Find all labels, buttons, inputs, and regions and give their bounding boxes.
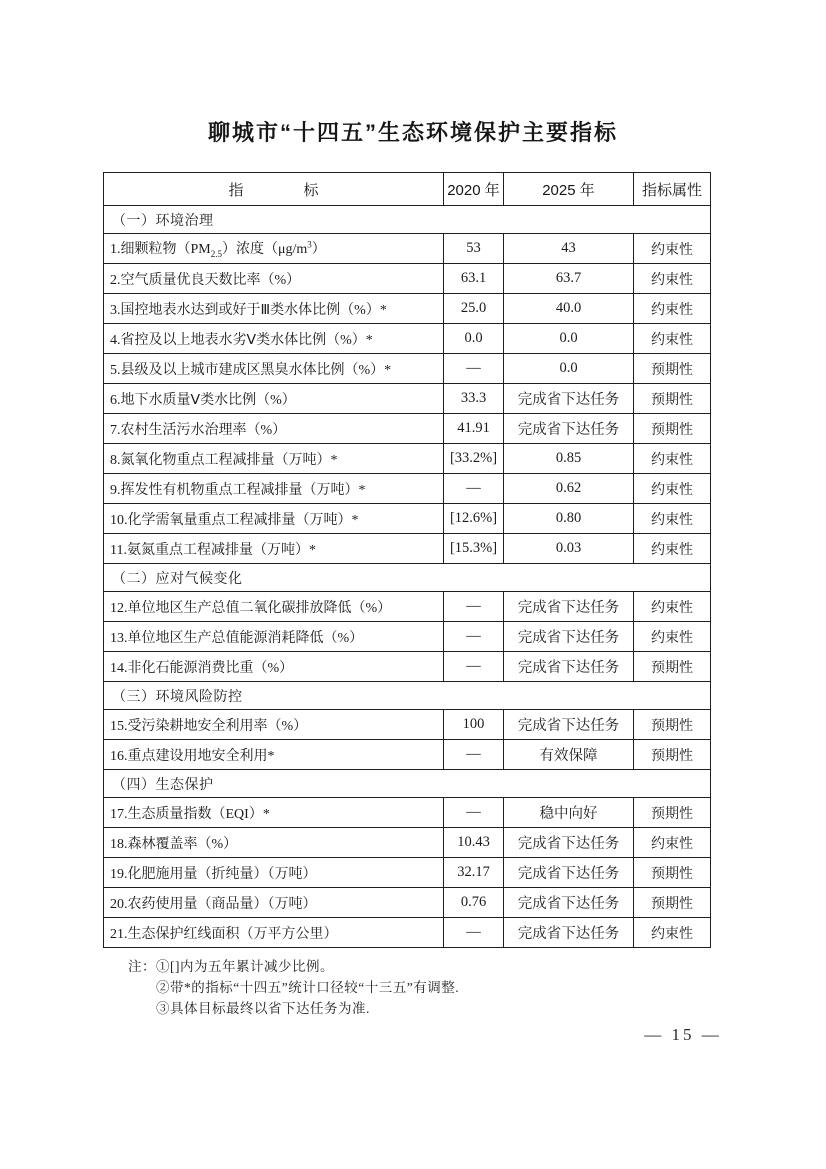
- attribute-cell: 约束性: [634, 534, 711, 564]
- header-2020: 2020 年: [444, 173, 504, 206]
- table-row: [104, 474, 711, 504]
- section-row: [104, 682, 711, 710]
- value-2025-cell: 完成省下达任务: [504, 918, 634, 948]
- indicator-cell: 5.县级及以上城市建成区黑臭水体比例（%）*: [104, 354, 444, 384]
- value-2020-cell: —: [444, 592, 504, 622]
- value-2020-cell: 63.1: [444, 264, 504, 294]
- indicator-cell: 2.空气质量优良天数比率（%）: [104, 264, 444, 294]
- indicator-cell: 17.生态质量指数（EQI）*: [104, 798, 444, 828]
- attribute-cell: 约束性: [634, 504, 711, 534]
- section-row: [104, 206, 711, 234]
- section-label: （一）环境治理: [104, 206, 711, 234]
- attribute-cell: 预期性: [634, 888, 711, 918]
- indicator-cell: 16.重点建设用地安全利用*: [104, 740, 444, 770]
- table-header-row: [104, 173, 711, 206]
- value-2025-cell: 完成省下达任务: [504, 622, 634, 652]
- value-2020-cell: —: [444, 918, 504, 948]
- value-2025-cell: 完成省下达任务: [504, 710, 634, 740]
- value-2025-cell: 0.85: [504, 444, 634, 474]
- indicator-cell: 8.氮氧化物重点工程减排量（万吨）*: [104, 444, 444, 474]
- value-2025-cell: 43: [504, 234, 634, 264]
- attribute-cell: 预期性: [634, 414, 711, 444]
- value-2020-cell: 100: [444, 710, 504, 740]
- section-label: （二）应对气候变化: [104, 564, 711, 592]
- section-label: （四）生态保护: [104, 770, 711, 798]
- note-item-1: ①[]内为五年累计减少比例。: [156, 959, 334, 974]
- value-2020-cell: 32.17: [444, 858, 504, 888]
- note-item-2: ②带*的指标“十四五”统计口径较“十三五”有调整.: [156, 980, 460, 995]
- value-2020-cell: —: [444, 798, 504, 828]
- indicator-cell: 9.挥发性有机物重点工程减排量（万吨）*: [104, 474, 444, 504]
- indicator-cell: 13.单位地区生产总值能源消耗降低（%）: [104, 622, 444, 652]
- value-2020-cell: —: [444, 622, 504, 652]
- indicator-cell: 18.森林覆盖率（%）: [104, 828, 444, 858]
- value-2020-cell: 0.76: [444, 888, 504, 918]
- attribute-cell: 约束性: [634, 264, 711, 294]
- note-line-1: [128, 956, 459, 977]
- attribute-cell: 约束性: [634, 444, 711, 474]
- value-2025-cell: 完成省下达任务: [504, 828, 634, 858]
- indicator-cell: 4.省控及以上地表水劣Ⅴ类水体比例（%）*: [104, 324, 444, 354]
- value-2020-cell: —: [444, 740, 504, 770]
- table-row: [104, 324, 711, 354]
- notes-block: [128, 956, 459, 1019]
- value-2020-cell: [15.3%]: [444, 534, 504, 564]
- section-row: [104, 564, 711, 592]
- indicator-cell: 3.国控地表水达到或好于Ⅲ类水体比例（%）*: [104, 294, 444, 324]
- value-2020-cell: 41.91: [444, 414, 504, 444]
- value-2020-cell: 0.0: [444, 324, 504, 354]
- value-2020-cell: [12.6%]: [444, 504, 504, 534]
- indicator-cell: 20.农药使用量（商品量）（万吨）: [104, 888, 444, 918]
- attribute-cell: 预期性: [634, 652, 711, 682]
- indicator-cell: 12.单位地区生产总值二氧化碳排放降低（%）: [104, 592, 444, 622]
- page-number: — 15 —: [644, 1025, 722, 1044]
- header-indicator: 指 标: [104, 173, 444, 206]
- table-row: [104, 444, 711, 474]
- note-line-3: [128, 998, 459, 1019]
- indicator-cell: 7.农村生活污水治理率（%）: [104, 414, 444, 444]
- header-attribute: 指标属性: [634, 173, 711, 206]
- page-title: 聊城市“十四五”生态环境保护主要指标: [207, 120, 618, 145]
- table-row: [104, 384, 711, 414]
- value-2025-cell: 完成省下达任务: [504, 888, 634, 918]
- attribute-cell: 预期性: [634, 740, 711, 770]
- value-2025-cell: 完成省下达任务: [504, 652, 634, 682]
- table-row: [104, 264, 711, 294]
- attribute-cell: 约束性: [634, 828, 711, 858]
- section-row: [104, 770, 711, 798]
- value-2025-cell: 完成省下达任务: [504, 858, 634, 888]
- value-2025-cell: 完成省下达任务: [504, 384, 634, 414]
- value-2025-cell: 40.0: [504, 294, 634, 324]
- table-row: [104, 294, 711, 324]
- value-2025-cell: 0.03: [504, 534, 634, 564]
- value-2025-cell: 完成省下达任务: [504, 592, 634, 622]
- indicator-cell: 19.化肥施用量（折纯量）（万吨）: [104, 858, 444, 888]
- section-label: （三）环境风险防控: [104, 682, 711, 710]
- value-2025-cell: 63.7: [504, 264, 634, 294]
- value-2025-cell: 0.0: [504, 354, 634, 384]
- value-2025-cell: 有效保障: [504, 740, 634, 770]
- table-row: [104, 710, 711, 740]
- attribute-cell: 约束性: [634, 234, 711, 264]
- indicator-cell: 1.细颗粒物$(PM_{2.5})$浓度$(\mu g/m^3)$: [104, 234, 444, 264]
- table-row: [104, 592, 711, 622]
- value-2020-cell: 53: [444, 234, 504, 264]
- notes-label: 注：: [128, 959, 156, 974]
- table-row: [104, 918, 711, 948]
- value-2020-cell: 33.3: [444, 384, 504, 414]
- value-2020-cell: 10.43: [444, 828, 504, 858]
- indicator-cell: 15.受污染耕地安全利用率（%）: [104, 710, 444, 740]
- attribute-cell: 约束性: [634, 592, 711, 622]
- value-2020-cell: —: [444, 474, 504, 504]
- attribute-cell: 约束性: [634, 324, 711, 354]
- table-row: [104, 798, 711, 828]
- attribute-cell: 预期性: [634, 798, 711, 828]
- attribute-cell: 预期性: [634, 858, 711, 888]
- value-2020-cell: [33.2%]: [444, 444, 504, 474]
- table-row: [104, 858, 711, 888]
- note-item-3: ③具体目标最终以省下达任务为准.: [156, 1001, 370, 1016]
- table-row: [104, 828, 711, 858]
- header-2025: 2025 年: [504, 173, 634, 206]
- indicator-cell: 14.非化石能源消费比重（%）: [104, 652, 444, 682]
- table-row: [104, 888, 711, 918]
- attribute-cell: 预期性: [634, 354, 711, 384]
- indicators-table: [103, 172, 711, 948]
- attribute-cell: 约束性: [634, 622, 711, 652]
- attribute-cell: 约束性: [634, 918, 711, 948]
- note-line-2: [128, 977, 459, 998]
- value-2025-cell: 0.80: [504, 504, 634, 534]
- indicator-cell: 21.生态保护红线面积（万平方公里）: [104, 918, 444, 948]
- table-row: [104, 652, 711, 682]
- table-row: [104, 740, 711, 770]
- table-row: [104, 354, 711, 384]
- attribute-cell: 约束性: [634, 294, 711, 324]
- attribute-cell: 约束性: [634, 474, 711, 504]
- table-row: [104, 414, 711, 444]
- table-row: [104, 504, 711, 534]
- table-row: [104, 534, 711, 564]
- indicators-tbody: [104, 206, 711, 948]
- indicator-cell: 11.氨氮重点工程减排量（万吨）*: [104, 534, 444, 564]
- value-2020-cell: —: [444, 354, 504, 384]
- indicator-cell: 10.化学需氧量重点工程减排量（万吨）*: [104, 504, 444, 534]
- value-2025-cell: 0.0: [504, 324, 634, 354]
- table-row: [104, 622, 711, 652]
- value-2020-cell: —: [444, 652, 504, 682]
- value-2025-cell: 稳中向好: [504, 798, 634, 828]
- indicator-cell: 6.地下水质量Ⅴ类水比例（%）: [104, 384, 444, 414]
- value-2025-cell: 完成省下达任务: [504, 414, 634, 444]
- table-row: [104, 234, 711, 264]
- attribute-cell: 预期性: [634, 710, 711, 740]
- value-2020-cell: 25.0: [444, 294, 504, 324]
- value-2025-cell: 0.62: [504, 474, 634, 504]
- attribute-cell: 预期性: [634, 384, 711, 414]
